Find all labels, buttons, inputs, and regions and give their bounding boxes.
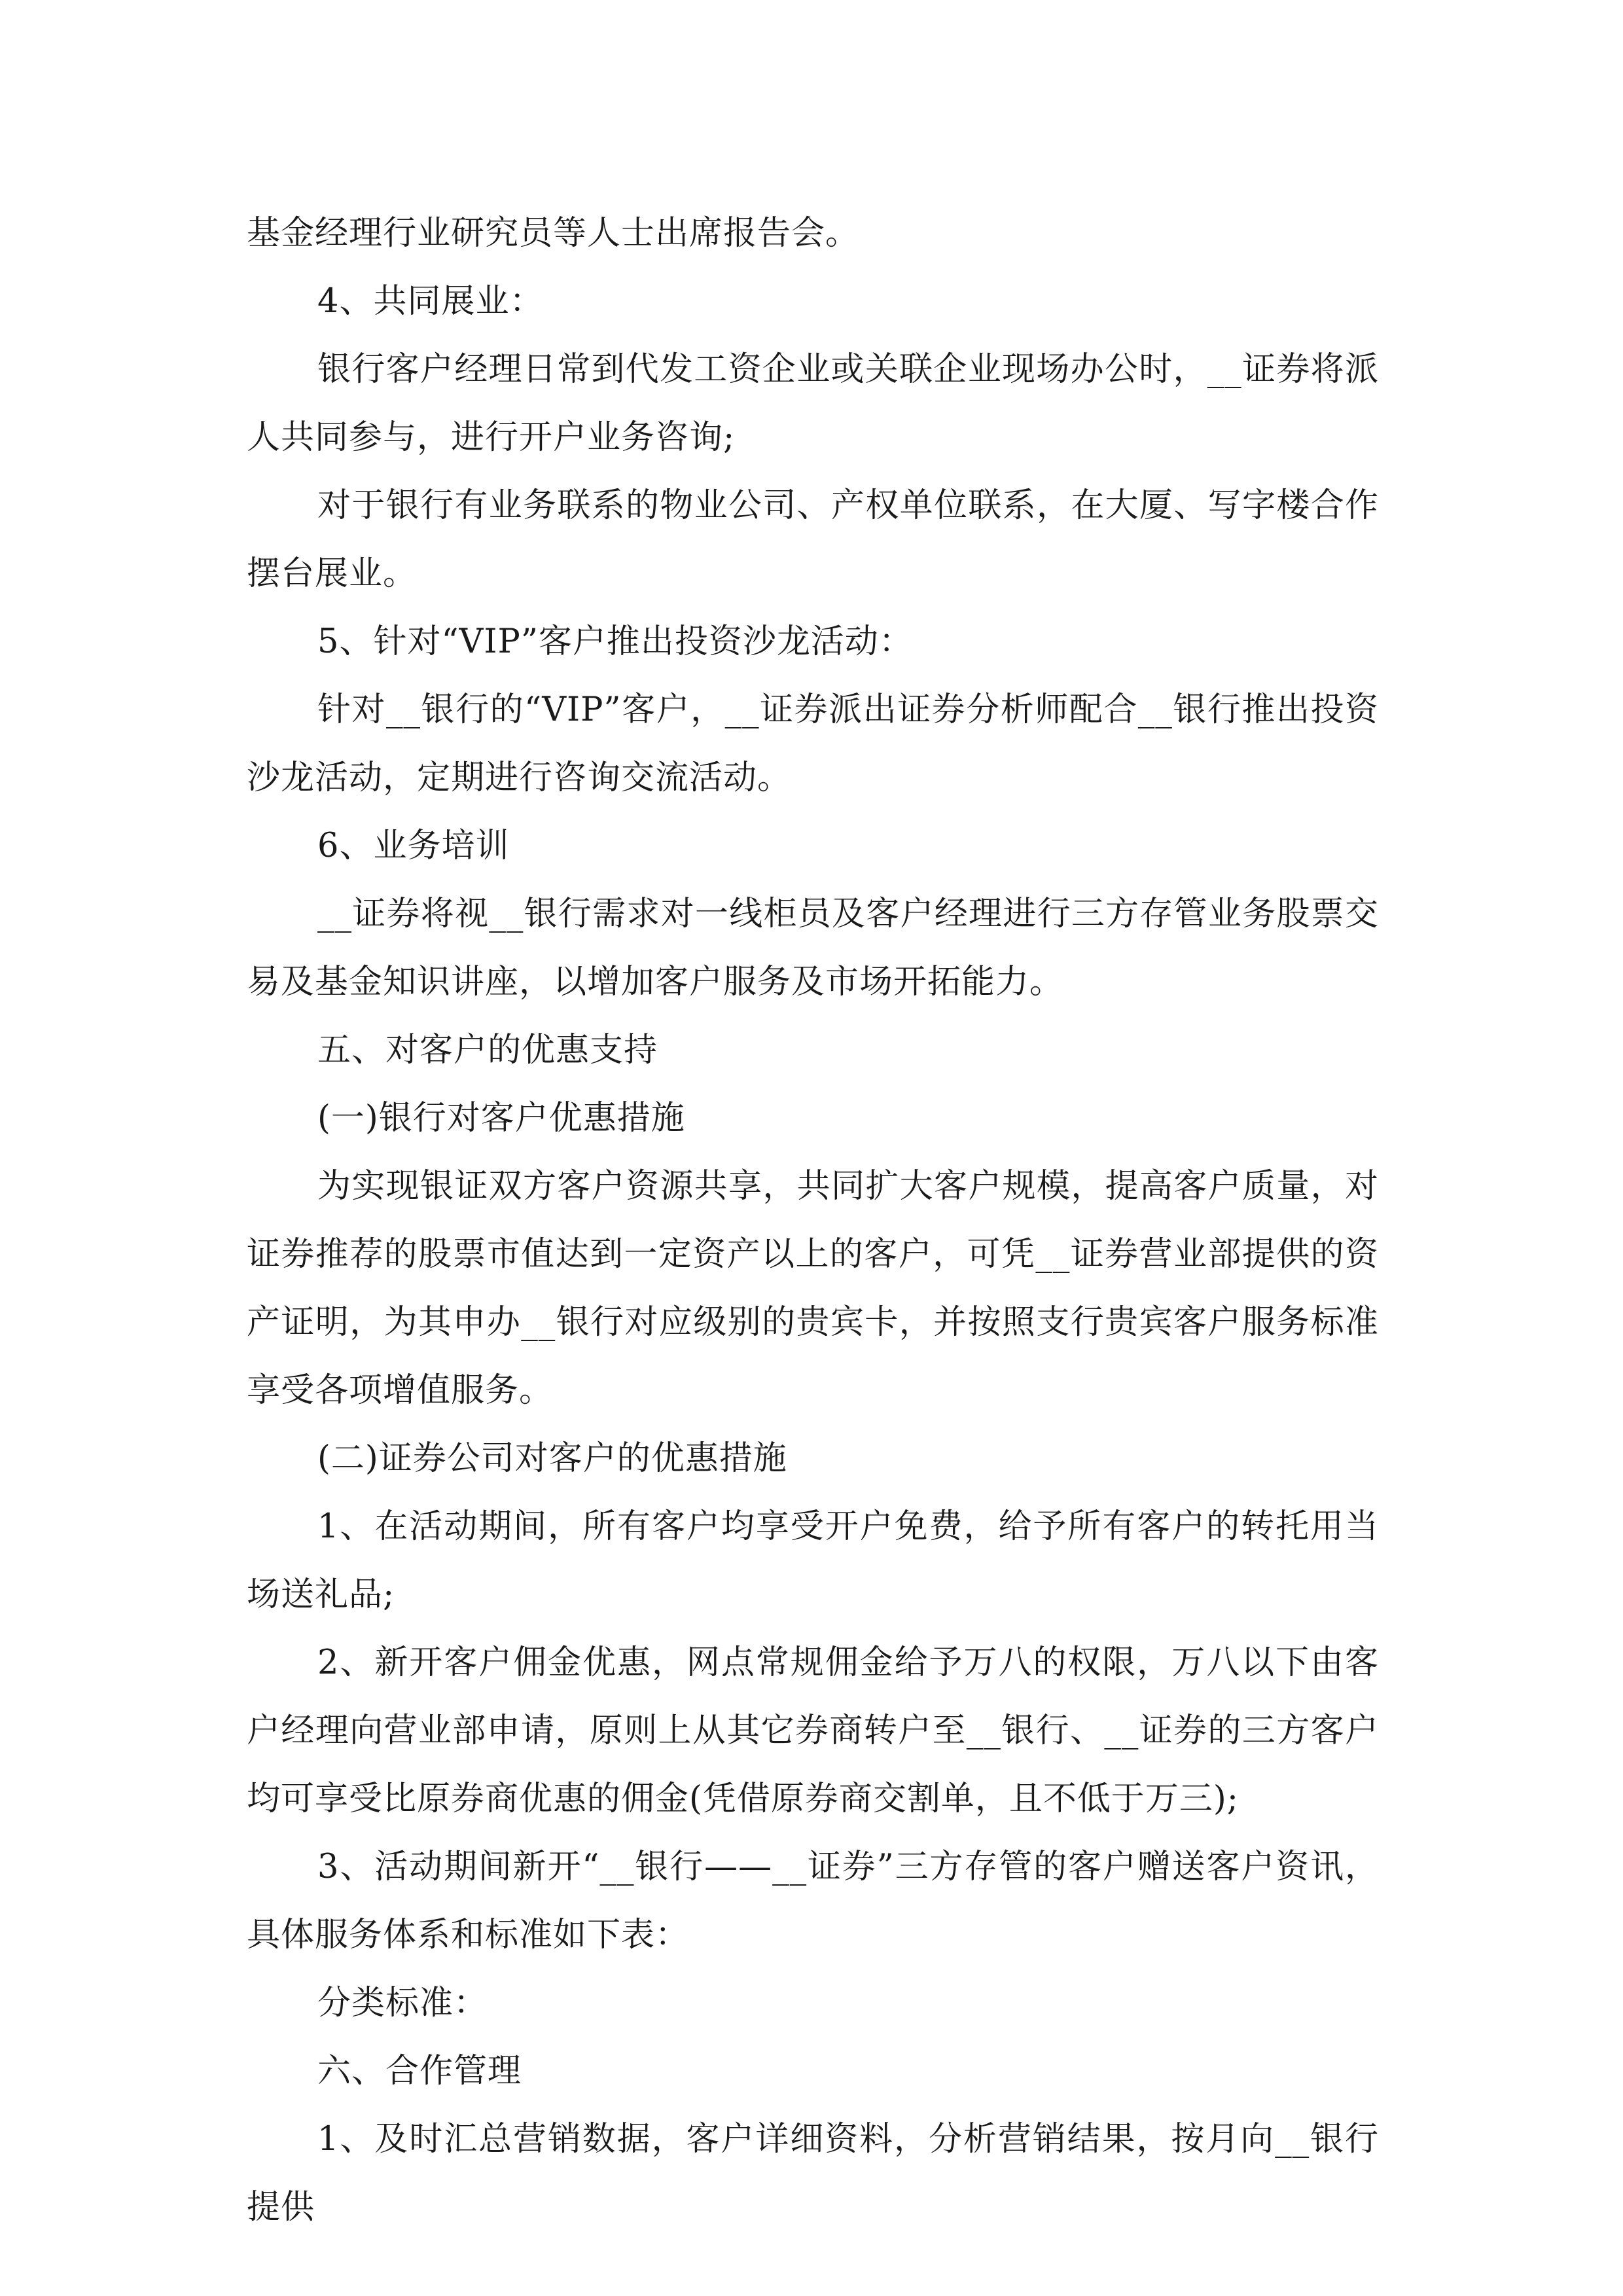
section-heading: 6、业务培训 (317, 827, 510, 865)
document-body (247, 200, 1379, 2242)
paragraph: 对于银行有业务联系的物业公司、产权单位联系，在大厦、写字楼合作摆台展业。 (247, 486, 1379, 593)
list-item: 3、活动期间新开“__银行——__证券”三方存管的客户赠送客户资讯，具体服务体系和标准如下表： (247, 1848, 1379, 1954)
paragraph: 基金经理行业研究员等人士出席报告会。 (247, 214, 860, 253)
section-heading: 5、针对“VIP”客户推出投资沙龙活动： (317, 622, 913, 661)
list-item: 1、在活动期间，所有客户均享受开户免费，给予所有客户的转托用当场送礼品; (247, 1507, 1379, 1614)
paragraph: 银行客户经理日常到代发工资企业或关联企业现场办公时，__证券将派人共同参与，进行开户业务咨询; (247, 350, 1379, 457)
list-item: 1、及时汇总营销数据，客户详细资料，分析营销结果，按月向__银行提供 (247, 2120, 1379, 2227)
paragraph: __证券将视__银行需求对一线柜员及客户经理进行三方存管业务股票交易及基金知识讲座，以增加客户服务及市场开拓能力。 (247, 895, 1379, 1001)
chapter-heading: 五、对客户的优惠支持 (317, 1031, 658, 1069)
paragraph: 为实现银证双方客户资源共享，共同扩大客户规模，提高客户质量，对证券推荐的股票市值达到一定资产以上的客户，可凭__证券营业部提供的资产证明，为其申办__银行对应级别的贵宾卡，并按照支行贵宾客户服务标准享受各项增值服务。 (247, 1167, 1379, 1410)
list-item: 2、新开客户佣金优惠，网点常规佣金给予万八的权限，万八以下由客户经理向营业部申请，原则上从其它券商转户至__银行、__证券的三方客户均可享受比原券商优惠的佣金(凭借原券商交割单，且不低于万三); (247, 1643, 1379, 1818)
section-heading: 4、共同展业： (317, 282, 544, 321)
chapter-heading: 六、合作管理 (317, 2052, 522, 2090)
paragraph: 针对__银行的“VIP”客户，__证券派出证券分析师配合__银行推出投资沙龙活动，定期进行咨询交流活动。 (247, 691, 1379, 797)
subsection-heading: (二)证券公司对客户的优惠措施 (317, 1439, 787, 1478)
paragraph: 分类标准： (317, 1984, 488, 2022)
subsection-heading: (一)银行对客户优惠措施 (317, 1099, 685, 1138)
